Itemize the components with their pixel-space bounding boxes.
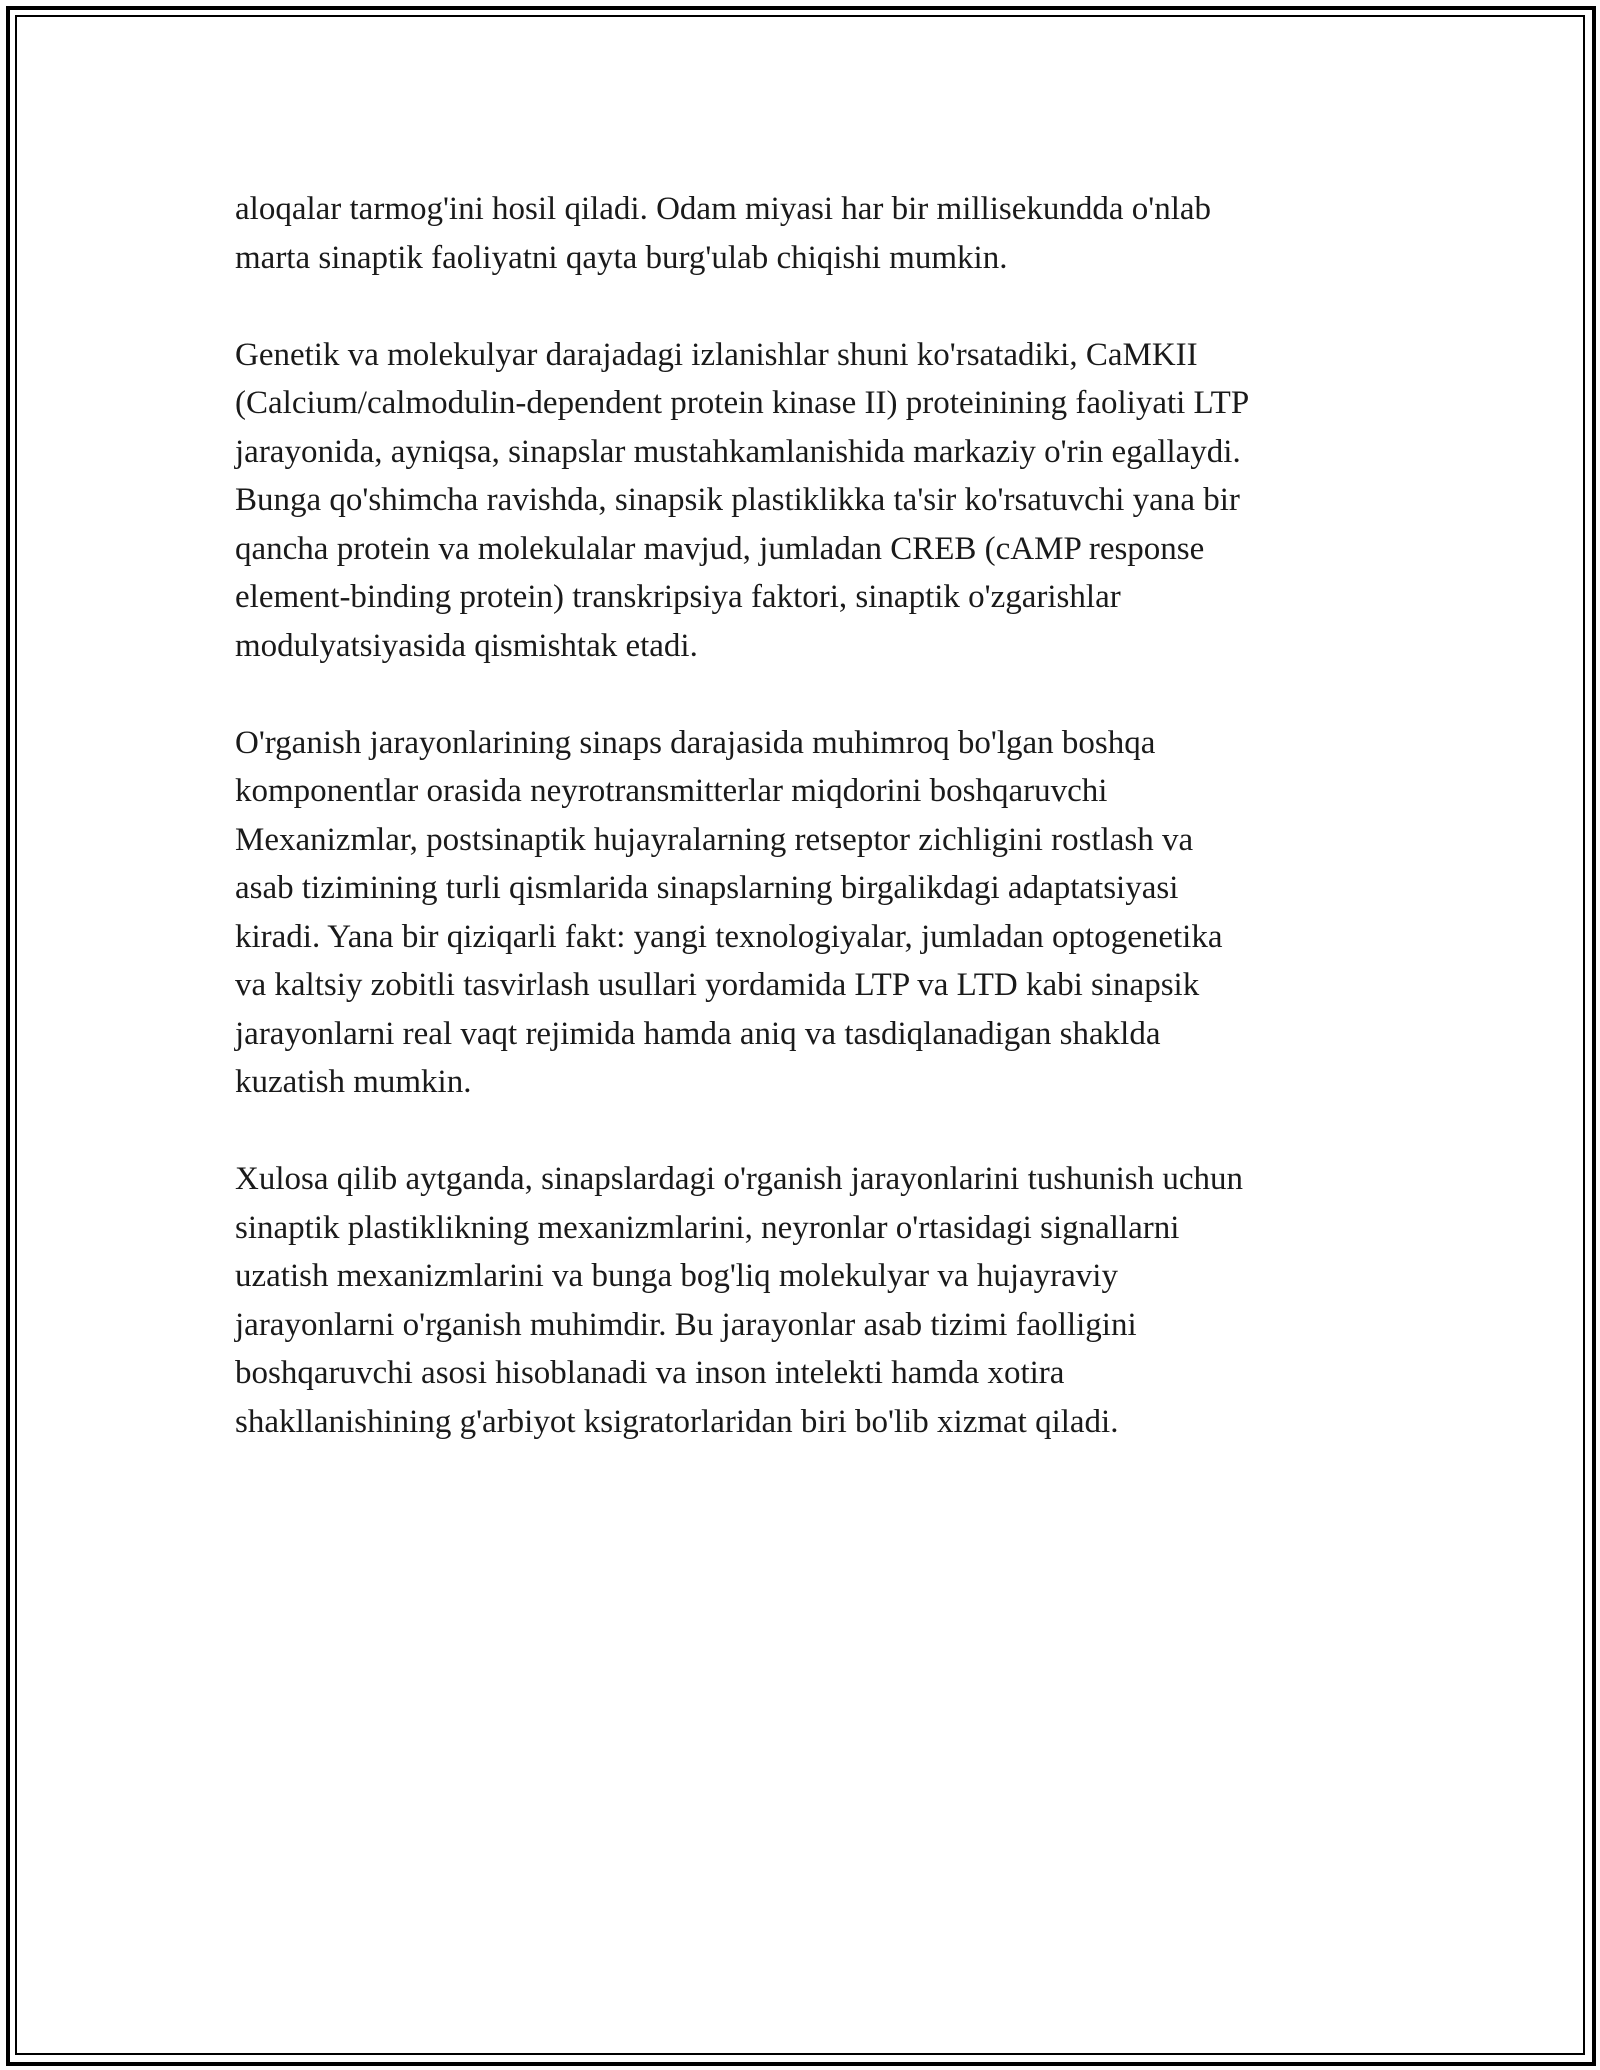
document-body: [235, 185, 1385, 1495]
paragraph-2: Genetik va molekulyar darajadagi izlanishlar shuni ko'rsatadiki, CaMKII (Calcium/calmodulin-dependent protein kinase II) proteinining faoliyati LTP jarayonida, ayniqsa, sinapslar mustahkamlanishida markaziy o'rin egallaydi. Bunga qo'shimcha ravishda, sinapsik plastiklikka ta'sir ko'rsatuvchi yana bir qancha protein va molekulalar mavjud, jumladan CREB (cAMP response element-binding protein) transkripsiya faktori, sinaptik o'zgarishlar modulyatsiyasida qismishtak etadi.: [235, 336, 1250, 664]
paragraph-3: O'rganish jarayonlarining sinaps darajasida muhimroq bo'lgan boshqa komponentlar orasida neyrotransmitterlar miqdorini boshqaruvchi Mexanizmlar, postsinaptik hujayralarning retseptor zichligini rostlash va asab tizimining turli qismlarida sinapslarning birgalikdagi adaptatsiyasi kiradi. Yana bir qiziqarli fakt: yangi texnologiyalar, jumladan optogenetika va kaltsiy zobitli tasvirlash usullari yordamida LTP va LTD kabi sinapsik jarayonlarni real vaqt rejimida hamda aniq va tasdiqlanadigan shaklda kuzatish mumkin.: [235, 724, 1223, 1100]
paragraph-1: aloqalar tarmog'ini hosil qiladi. Odam miyasi har bir millisekundda o'nlab marta sinaptik faoliyatni qayta burg'ulab chiqishi mumkin.: [235, 191, 1212, 276]
paragraph-4: Xulosa qilib aytganda, sinapslardagi o'rganish jarayonlarini tushunish uchun sinaptik plastiklikning mexanizmlarini, neyronlar o'rtasidagi signallarni uzatish mexanizmlarini va bunga bog'liq molekulyar va hujayraviy jarayonlarni o'rganish muhimdir. Bu jarayonlar asab tizimi faolligini boshqaruvchi asosi hisoblanadi va inson intelekti hamda xotira shakllanishining g'arbiyot ksigratorlaridan biri bo'lib xizmat qiladi.: [235, 1161, 1243, 1440]
